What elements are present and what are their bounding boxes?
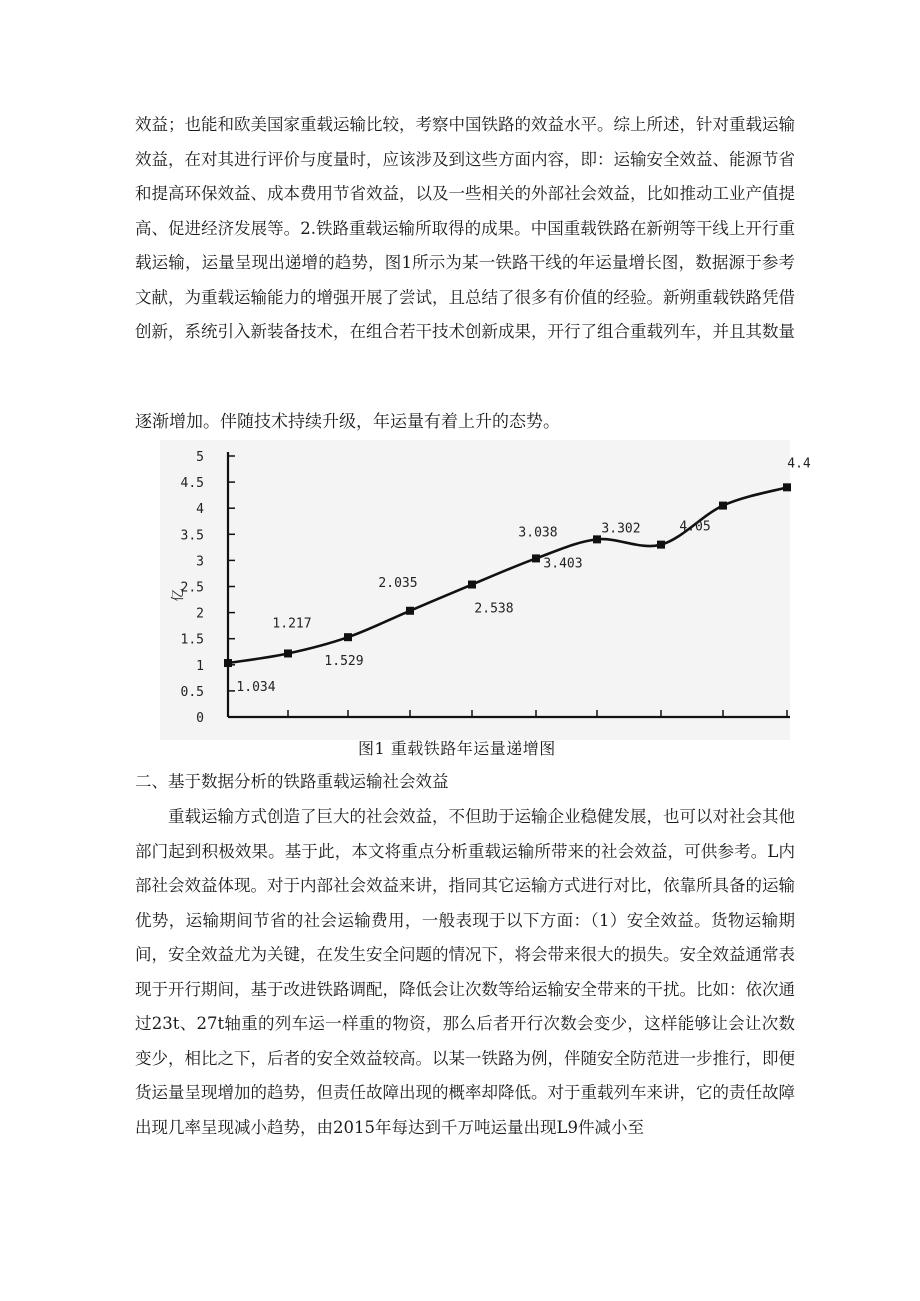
data-point — [532, 554, 540, 562]
data-label: 1.217 — [272, 616, 312, 632]
data-point — [593, 535, 601, 543]
y-tick-label: 1 — [196, 658, 204, 674]
series-line — [228, 487, 787, 663]
data-point — [657, 541, 665, 549]
y-axis-label: 亿 — [171, 588, 186, 602]
y-tick-label: 4 — [196, 502, 204, 518]
data-label: 3.403 — [543, 556, 583, 572]
y-tick-label: 5 — [196, 450, 204, 465]
data-label: 4.4 — [787, 456, 811, 472]
data-label: 1.529 — [324, 654, 364, 670]
data-point — [284, 649, 292, 657]
y-tick-label: 3.5 — [180, 528, 204, 544]
data-point — [468, 581, 476, 589]
y-tick-label: 0 — [196, 711, 204, 726]
y-tick-label: 3 — [196, 554, 204, 570]
body-paragraph-3: 重载运输方式创造了巨大的社会效益，不但助于运输企业稳健发展，也可以对社会其他部门起到积极效果。基于此，本文将重点分析重载运输所带来的社会效益，可供参考。L内部社会效益体现。对于内部社会效益来讲，指同其它运输方式进行对比，依靠所具备的运输优势，运输期间节省的社会运输费用，一般表现于以下方面：（1）安全效益。货物运输期间，安全效益尤为关键，在发生安全问题的情况下，将会带来很大的损失。安全效益通常表现于开行期间，基于改进铁路调配，降低会让次数等给运输安全带来的干扰。比如：依次通过23t、27t轴重的列车运一样重的物资，那么后者开行次数会变少，这样能够让会让次数变少，相比之下，后者的安全效益较高。以某一铁路为例，伴随安全防范进一步推行，即便货运量呈现增加的趋势，但责任故障出现的概率却降低。对于重载列车来讲，它的责任故障出现几率呈现减小趋势，由2015年每达到千万吨运量出现L9件减小至 — [135, 807, 795, 1137]
data-point — [344, 633, 352, 641]
data-label: 3.038 — [518, 525, 558, 541]
y-tick-label: 4.5 — [180, 476, 204, 492]
data-label: 4.05 — [679, 519, 711, 535]
y-tick-label: 2 — [196, 606, 204, 622]
data-label: 2.035 — [378, 575, 418, 591]
y-tick-label: 0.5 — [180, 684, 204, 700]
body-paragraph-2: 逐渐增加。伴随技术持续升级，年运量有着上升的态势。 — [135, 412, 560, 432]
body-paragraph-1: 效益；也能和欧美国家重载运输比较，考察中国铁路的效益水平。综上所述，针对重载运输效益，在对其进行评价与度量时，应该涉及到这些方面内容，即：运输安全效益、能源节省和提高环保效益、成本费用节省效益，以及一些相关的外部社会效益，比如推动工业产值提高、促进经济发展等。2.铁路重载运输所取得的成果。中国重载铁路在新朔等干线上开行重载运输，运量呈现出递增的趋势，图1所示为某一铁路干线的年运量增长图，数据源于参考文献，为重载运输能力的增强开展了尝试，且总结了很多有价值的经验。新朔重载铁路凭借创新，系统引入新装备技术，在组合若干技术创新成果，开行了组合重载列车，并且其数量 — [135, 115, 795, 341]
data-label: 1.034 — [236, 680, 276, 696]
data-point — [719, 502, 727, 510]
y-tick-label: 2.5 — [180, 580, 204, 596]
figure-1-chart — [160, 440, 811, 740]
data-point — [224, 659, 232, 667]
figure-caption: 图1 重载铁路年运量递增图 — [358, 739, 556, 758]
section-heading: 二、基于数据分析的铁路重载运输社会效益 — [135, 772, 449, 791]
data-point — [406, 607, 414, 615]
line-chart — [160, 440, 811, 740]
y-tick-label: 1.5 — [180, 632, 204, 648]
data-label: 3.302 — [601, 521, 641, 537]
data-point — [783, 483, 791, 491]
data-label: 2.538 — [474, 601, 514, 617]
